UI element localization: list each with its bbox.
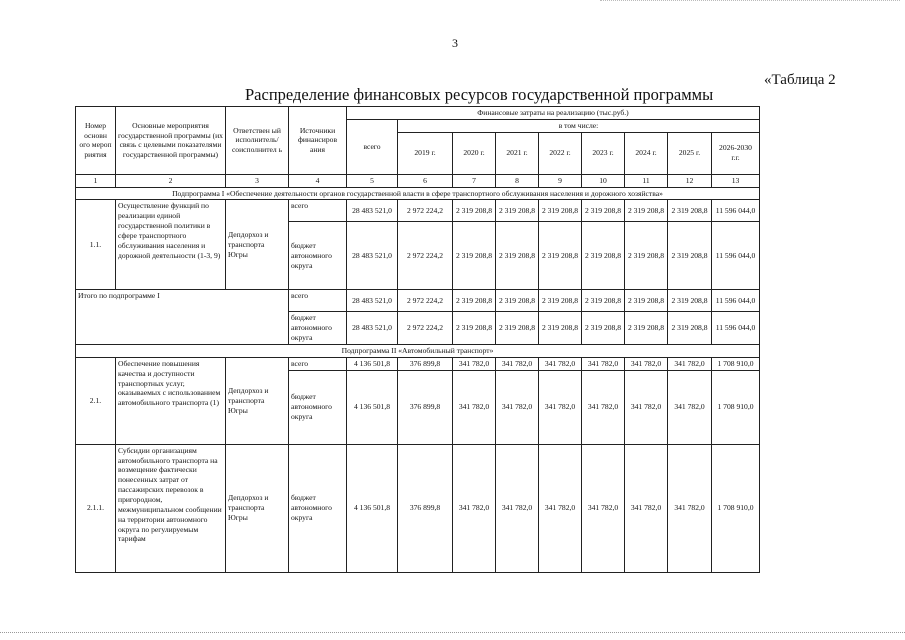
amount-cell: 376 899,8 (398, 444, 453, 572)
amount-cell: 2 319 208,8 (496, 290, 539, 312)
amount-cell: 341 782,0 (668, 444, 712, 572)
activity-number: 1.1. (76, 200, 116, 290)
scan-edge-top (600, 0, 900, 2)
header-incl: в том числе: (398, 119, 760, 132)
amount-cell: 2 319 208,8 (453, 312, 496, 345)
amount-cell: 341 782,0 (668, 370, 712, 444)
amount-cell: 2 319 208,8 (496, 222, 539, 290)
amount-cell: 2 319 208,8 (539, 222, 582, 290)
amount-cell: 2 319 208,8 (582, 290, 625, 312)
document-title: Распределение финансовых ресурсов государственной программы (245, 85, 714, 104)
header-num: Номер основн ого мероп риятия (76, 107, 116, 175)
amount-cell: 2 319 208,8 (625, 312, 668, 345)
amount-cell: 341 782,0 (625, 370, 668, 444)
funding-source: всего (289, 290, 347, 312)
amount-cell: 2 319 208,8 (582, 222, 625, 290)
activity-name: Субсидии организациям автомобильного транспорта на возмещение фактически понесенных затрат от пассажирских перевозок в пригородном, межмуниципальном сообщении на территории автономного округа по регулируемым тарифам (116, 444, 226, 572)
amount-cell: 2 319 208,8 (668, 312, 712, 345)
header-year: 2026-2030 г.г. (712, 132, 760, 174)
activity-name: Осуществление функций по реализации единой государственной политики в сфере транспортного обслуживания населения и дорожной деятельности (1-3, 9) (116, 200, 226, 290)
column-number: 5 (347, 174, 398, 187)
activity-executor: Депдорхоз и транспорта Югры (226, 444, 289, 572)
amount-cell: 341 782,0 (453, 444, 496, 572)
amount-cell: 341 782,0 (496, 444, 539, 572)
column-number: 10 (582, 174, 625, 187)
funding-source: бюджет автономного округа (289, 312, 347, 345)
amount-cell: 341 782,0 (668, 357, 712, 370)
funding-source: бюджет автономного округа (289, 444, 347, 572)
funding-source: всего (289, 200, 347, 222)
header-year: 2025 г. (668, 132, 712, 174)
amount-cell: 2 319 208,8 (539, 200, 582, 222)
table-row (76, 357, 760, 370)
amount-cell: 11 596 044,0 (712, 312, 760, 345)
amount-cell: 341 782,0 (582, 444, 625, 572)
column-number: 6 (398, 174, 453, 187)
column-number: 4 (289, 174, 347, 187)
amount-cell: 1 708 910,0 (712, 370, 760, 444)
amount-cell: 28 483 521,0 (347, 200, 398, 222)
amount-cell: 341 782,0 (539, 357, 582, 370)
activity-number: 2.1.1. (76, 444, 116, 572)
amount-cell: 4 136 501,8 (347, 370, 398, 444)
table-row (76, 200, 760, 222)
amount-cell: 2 319 208,8 (496, 200, 539, 222)
column-number: 2 (116, 174, 226, 187)
header-year: 2019 г. (398, 132, 453, 174)
amount-cell: 341 782,0 (539, 444, 582, 572)
table-label: «Таблица 2 (764, 72, 836, 88)
column-number: 8 (496, 174, 539, 187)
amount-cell: 2 319 208,8 (539, 312, 582, 345)
funding-source: всего (289, 357, 347, 370)
column-number: 9 (539, 174, 582, 187)
amount-cell: 376 899,8 (398, 370, 453, 444)
header-executor: Ответствен ый исполнитель/ соисполнител ь (226, 107, 289, 175)
amount-cell: 2 319 208,8 (668, 290, 712, 312)
amount-cell: 341 782,0 (539, 370, 582, 444)
amount-cell: 2 972 224,2 (398, 200, 453, 222)
activity-number: 2.1. (76, 357, 116, 444)
amount-cell: 2 319 208,8 (582, 200, 625, 222)
finance-table (75, 106, 760, 573)
finance-table-wrapper (75, 106, 760, 573)
header-total: всего (347, 119, 398, 174)
header-activities: Основные мероприятия государственной программы (их связь с целевыми показателями государственной программы) (116, 107, 226, 175)
amount-cell: 1 708 910,0 (712, 357, 760, 370)
amount-cell: 11 596 044,0 (712, 222, 760, 290)
column-number: 1 (76, 174, 116, 187)
column-number: 3 (226, 174, 289, 187)
amount-cell: 11 596 044,0 (712, 290, 760, 312)
header-year: 2021 г. (496, 132, 539, 174)
amount-cell: 2 319 208,8 (625, 200, 668, 222)
amount-cell: 2 972 224,2 (398, 312, 453, 345)
funding-source: бюджет автономного округа (289, 370, 347, 444)
column-number: 13 (712, 174, 760, 187)
page-number: 3 (452, 36, 458, 50)
amount-cell: 2 319 208,8 (625, 290, 668, 312)
amount-cell: 2 319 208,8 (582, 312, 625, 345)
amount-cell: 2 319 208,8 (539, 290, 582, 312)
amount-cell: 2 319 208,8 (453, 200, 496, 222)
amount-cell: 341 782,0 (453, 370, 496, 444)
amount-cell: 28 483 521,0 (347, 290, 398, 312)
amount-cell: 2 319 208,8 (453, 290, 496, 312)
amount-cell: 341 782,0 (453, 357, 496, 370)
subprogram-title: Подпрограмма I «Обеспечение деятельности органов государственной власти в сфере транспортного обслуживания населения и дорожного хозяйства» (76, 187, 760, 200)
column-number: 7 (453, 174, 496, 187)
amount-cell: 2 319 208,8 (668, 200, 712, 222)
amount-cell: 4 136 501,8 (347, 444, 398, 572)
subprogram-2-title-row (76, 345, 760, 358)
header-year: 2020 г. (453, 132, 496, 174)
amount-cell: 28 483 521,0 (347, 222, 398, 290)
header-year: 2024 г. (625, 132, 668, 174)
column-number: 11 (625, 174, 668, 187)
funding-source: бюджет автономного округа (289, 222, 347, 290)
amount-cell: 2 319 208,8 (453, 222, 496, 290)
column-number-row (76, 174, 760, 187)
amount-cell: 2 972 224,2 (398, 290, 453, 312)
amount-cell: 2 972 224,2 (398, 222, 453, 290)
scan-edge-bottom (0, 632, 905, 634)
amount-cell: 28 483 521,0 (347, 312, 398, 345)
header-year: 2023 г. (582, 132, 625, 174)
subprogram-title: Подпрограмма II «Автомобильный транспорт» (76, 345, 760, 358)
amount-cell: 341 782,0 (582, 370, 625, 444)
header-sources: Источники финансиров ания (289, 107, 347, 175)
amount-cell: 2 319 208,8 (668, 222, 712, 290)
header-row-1 (76, 107, 760, 120)
amount-cell: 1 708 910,0 (712, 444, 760, 572)
amount-cell: 341 782,0 (625, 357, 668, 370)
amount-cell: 2 319 208,8 (496, 312, 539, 345)
activity-executor: Депдорхоз и транспорта Югры (226, 200, 289, 290)
table-row (76, 290, 760, 312)
amount-cell: 341 782,0 (496, 370, 539, 444)
header-year: 2022 г. (539, 132, 582, 174)
total-label: Итого по подпрограмме I (76, 290, 289, 345)
activity-executor: Депдорхоз и транспорта Югры (226, 357, 289, 444)
header-costs: Финансовые затраты на реализацию (тыс.руб.) (347, 107, 760, 120)
amount-cell: 341 782,0 (582, 357, 625, 370)
amount-cell: 376 899,8 (398, 357, 453, 370)
table-row (76, 444, 760, 572)
amount-cell: 341 782,0 (625, 444, 668, 572)
amount-cell: 341 782,0 (496, 357, 539, 370)
activity-name: Обеспечение повышения качества и доступности транспортных услуг, оказываемых с использованием автомобильного транспорта (1) (116, 357, 226, 444)
amount-cell: 2 319 208,8 (625, 222, 668, 290)
column-number: 12 (668, 174, 712, 187)
subprogram-1-title-row (76, 187, 760, 200)
amount-cell: 11 596 044,0 (712, 200, 760, 222)
amount-cell: 4 136 501,8 (347, 357, 398, 370)
